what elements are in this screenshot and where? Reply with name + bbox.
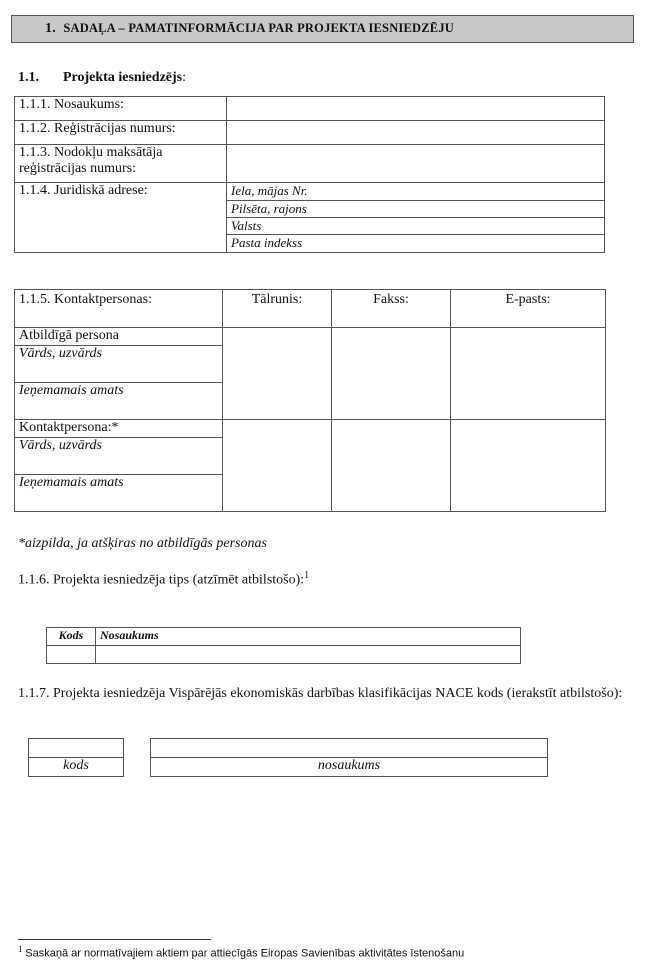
code-header: Kods <box>47 628 96 646</box>
subsection-1-1-7: 1.1.7. Projekta iesniedzēja Vispārējās ekonomiskās darbības klasifikācijas NACE kods (ierakstīt atbilstošo): <box>18 686 623 701</box>
postcode-field[interactable]: Pasta indekss <box>227 234 604 251</box>
subsection-1-1-heading: 1.1. Projekta iesniedzējs: <box>18 70 186 85</box>
responsible-fax-field[interactable] <box>332 328 451 420</box>
nace-name-field[interactable] <box>151 739 548 758</box>
contacts-table <box>14 289 606 512</box>
city-field[interactable]: Pilsēta, rajons <box>227 200 604 217</box>
contact-fax-field[interactable] <box>332 420 451 512</box>
street-field[interactable]: Iela, mājas Nr. <box>227 183 604 200</box>
legal-address-label: 1.1.4. Juridiskā adrese: <box>15 183 227 253</box>
email-header: E-pasts: <box>451 290 606 328</box>
contact-email-field[interactable] <box>451 420 606 512</box>
responsible-person-label: Atbildīgā persona <box>15 328 223 346</box>
section-header <box>11 15 634 43</box>
section-title: 1. SADAĻA – PAMATINFORMĀCIJA PAR PROJEKTA IESNIEDZĒJU <box>45 21 455 36</box>
responsible-email-field[interactable] <box>451 328 606 420</box>
applicant-type-table <box>46 627 521 664</box>
tax-number-label: 1.1.3. Nodokļu maksātāja reģistrācijas numurs: <box>15 145 227 183</box>
nace-name-label: nosaukums <box>151 758 548 777</box>
reg-number-label: 1.1.2. Reģistrācijas numurs: <box>15 121 227 145</box>
address-subtable <box>227 183 604 251</box>
nace-code-box <box>28 738 124 777</box>
nace-code-field[interactable] <box>29 739 124 758</box>
footnote: $^1$ Saskaņā ar normatīvajiem aktiem par attiecīgās Eiropas Savienības aktivitātes īstenošanu <box>18 944 465 960</box>
responsible-phone-field[interactable] <box>223 328 332 420</box>
nace-code-label: kods <box>29 758 124 777</box>
responsible-name-field[interactable]: Vārds, uzvārds <box>15 346 223 383</box>
contact-phone-field[interactable] <box>223 420 332 512</box>
phone-header: Tālrunis: <box>223 290 332 328</box>
contact-person-label: Kontaktpersona:* <box>15 420 223 438</box>
contact-position-field[interactable]: Ieņemamais amats <box>15 475 223 512</box>
contacts-label: 1.1.5. Kontaktpersonas: <box>15 290 223 328</box>
type-name-field[interactable] <box>96 646 521 664</box>
nace-name-box <box>150 738 548 777</box>
subsection-1-1-6: 1.1.6. Projekta iesniedzēja tips (atzīmēt atbilstošo):$^1$ <box>18 570 310 588</box>
responsible-position-field[interactable]: Ieņemamais amats <box>15 383 223 420</box>
applicant-table <box>14 96 605 253</box>
type-code-field[interactable] <box>47 646 96 664</box>
tax-number-field[interactable] <box>227 145 605 183</box>
name-label: 1.1.1. Nosaukums: <box>15 97 227 121</box>
contact-name-field[interactable]: Vārds, uzvārds <box>15 438 223 475</box>
legal-address-fields <box>227 183 605 253</box>
footnote-separator <box>18 939 211 940</box>
reg-number-field[interactable] <box>227 121 605 145</box>
fax-header: Fakss: <box>332 290 451 328</box>
type-name-header: Nosaukums <box>96 628 521 646</box>
contact-note: *aizpilda, ja atšķiras no atbildīgās personas <box>18 536 267 551</box>
name-field[interactable] <box>227 97 605 121</box>
country-field[interactable]: Valsts <box>227 217 604 234</box>
